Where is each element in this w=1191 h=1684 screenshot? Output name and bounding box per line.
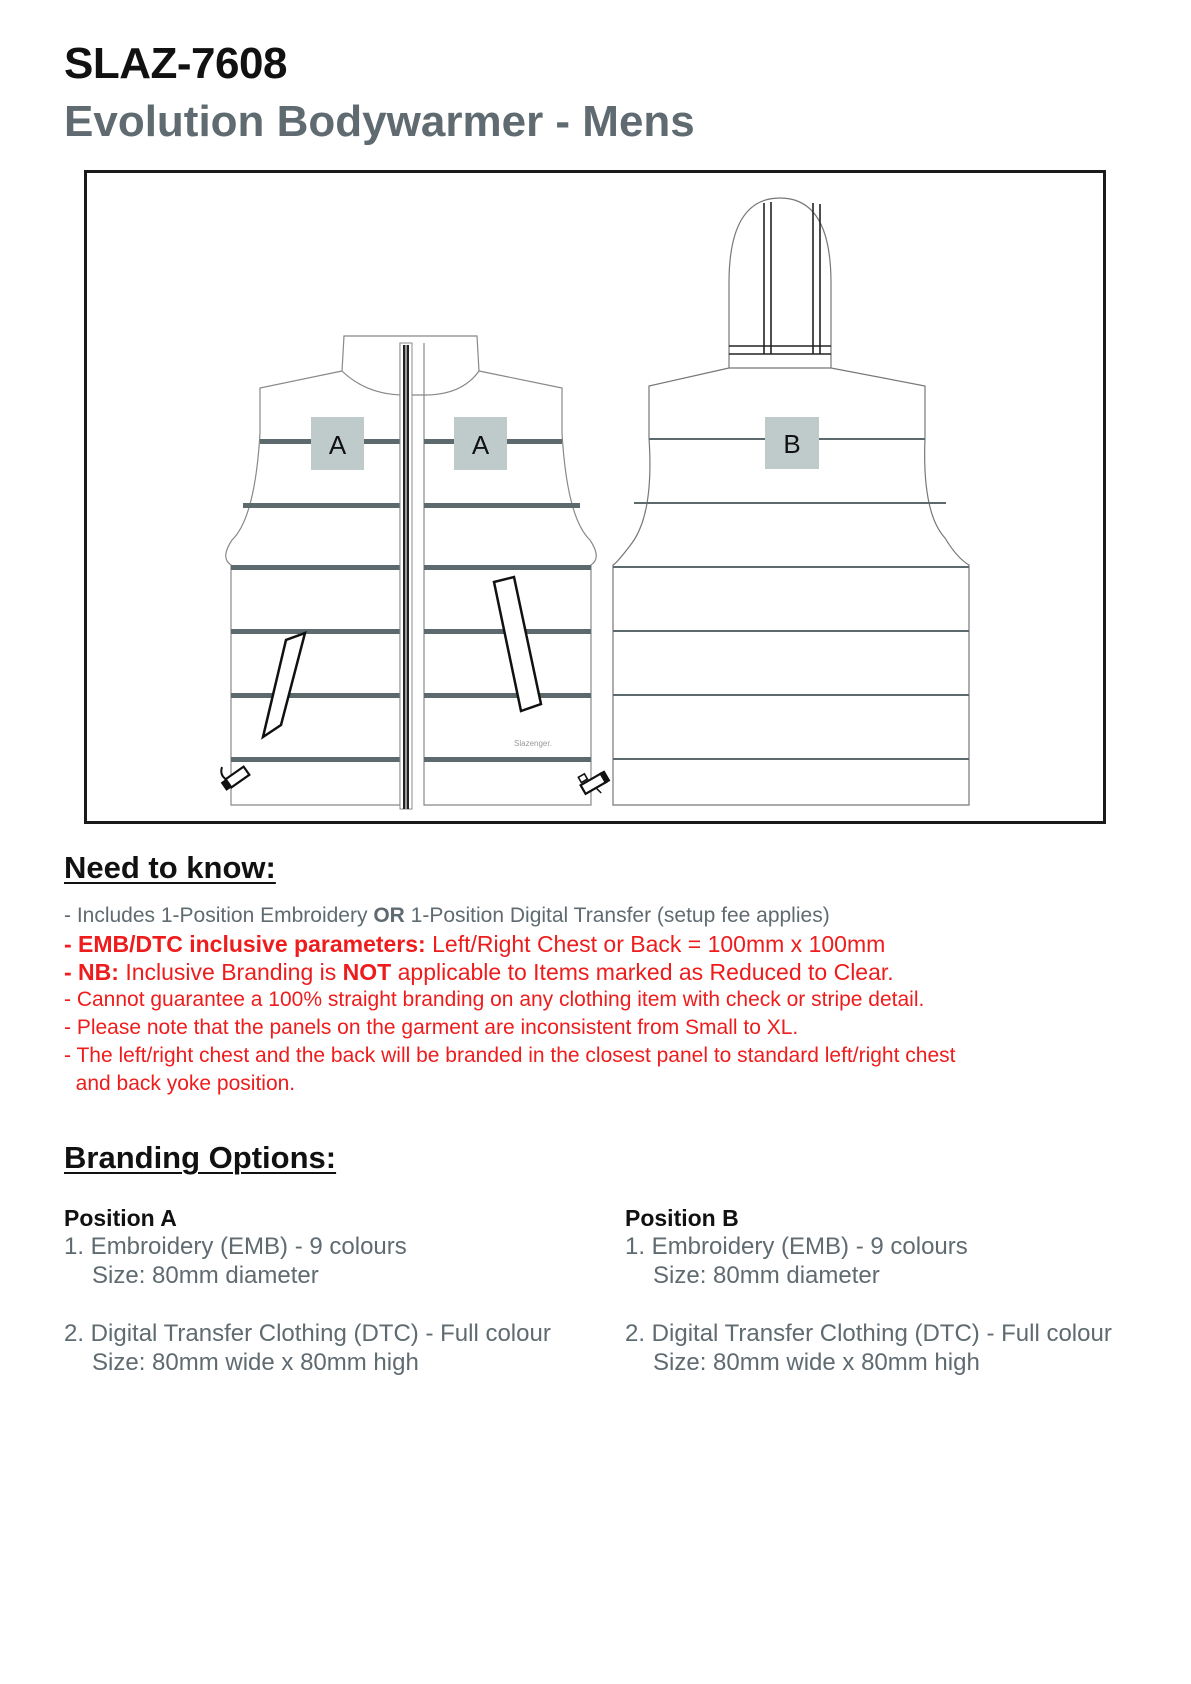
note-text: Inclusive Branding is [118, 959, 343, 985]
position-a-options [64, 1204, 624, 1377]
position-a-right [454, 417, 507, 470]
position-a-right-label: A [471, 430, 490, 460]
note-line [64, 958, 1164, 986]
product-code: SLAZ-7608 [64, 39, 287, 88]
hood [729, 198, 831, 368]
note-emphasis: OR [373, 904, 405, 927]
option-line: 1. Embroidery (EMB) - 9 colours [64, 1233, 407, 1260]
option-line: 2. Digital Transfer Clothing (DTC) - Full colour [64, 1320, 551, 1347]
position-b-title: Position B [625, 1205, 739, 1231]
garment-diagram [84, 170, 1106, 824]
option-size: Size: 80mm wide x 80mm high [92, 1349, 419, 1376]
option-size: Size: 80mm diameter [653, 1262, 880, 1289]
branding-options-heading: Branding Options: [64, 1140, 337, 1175]
note-text: - Includes 1-Position Embroidery [64, 904, 374, 927]
position-b-options [625, 1204, 1185, 1377]
hood-stripes [729, 202, 831, 354]
note-text: Left/Right Chest or Back = 100mm x 100mm [425, 931, 886, 957]
note-text: 1-Position Digital Transfer (setup fee applies) [404, 904, 830, 927]
note-text: - Please note that the panels on the garment are inconsistent from Small to XL. [64, 1016, 799, 1039]
front-left-body [226, 343, 400, 805]
note-line [64, 902, 1164, 930]
position-a-left [311, 417, 364, 470]
note-line [64, 1070, 1164, 1098]
product-name: Evolution Bodywarmer - Mens [64, 97, 695, 146]
note-line [64, 1014, 1164, 1042]
position-b-label: B [783, 429, 801, 459]
back-vest [613, 198, 969, 805]
option-size: Size: 80mm wide x 80mm high [653, 1349, 980, 1376]
back-stripes [613, 438, 969, 760]
need-to-know-list [64, 902, 1164, 1098]
brand-logo: Slazenger. [514, 739, 552, 748]
option-size: Size: 80mm diameter [92, 1262, 319, 1289]
position-b-option-emb [625, 1232, 1185, 1290]
note-line [64, 986, 1164, 1014]
position-a-title: Position A [64, 1205, 177, 1231]
note-emphasis: - EMB/DTC inclusive parameters: [64, 931, 426, 957]
position-b [765, 417, 819, 469]
note-text: - Cannot guarantee a 100% straight branding on any clothing item with check or stripe detail. [64, 988, 925, 1011]
zip [400, 343, 412, 809]
position-a-option-emb [64, 1232, 624, 1290]
note-text: - The left/right chest and the back will be branded in the closest panel to standard left/right chest [64, 1044, 956, 1067]
option-line: 2. Digital Transfer Clothing (DTC) - Full colour [625, 1320, 1112, 1347]
need-to-know-heading: Need to know: [64, 850, 276, 885]
note-line [64, 930, 1164, 958]
note-text: and back yoke position. [64, 1072, 296, 1095]
note-emphasis: NOT [342, 959, 392, 985]
option-line: 1. Embroidery (EMB) - 9 colours [625, 1233, 968, 1260]
front-right-body [424, 343, 596, 805]
position-a-option-dtc [64, 1319, 624, 1377]
note-line [64, 1042, 1164, 1070]
position-a-left-label: A [328, 430, 347, 460]
note-text: applicable to Items marked as Reduced to Clear. [391, 959, 894, 985]
position-b-option-dtc [625, 1319, 1185, 1377]
zip-puller-right-icon [577, 764, 614, 800]
note-emphasis: - NB: [64, 959, 119, 985]
